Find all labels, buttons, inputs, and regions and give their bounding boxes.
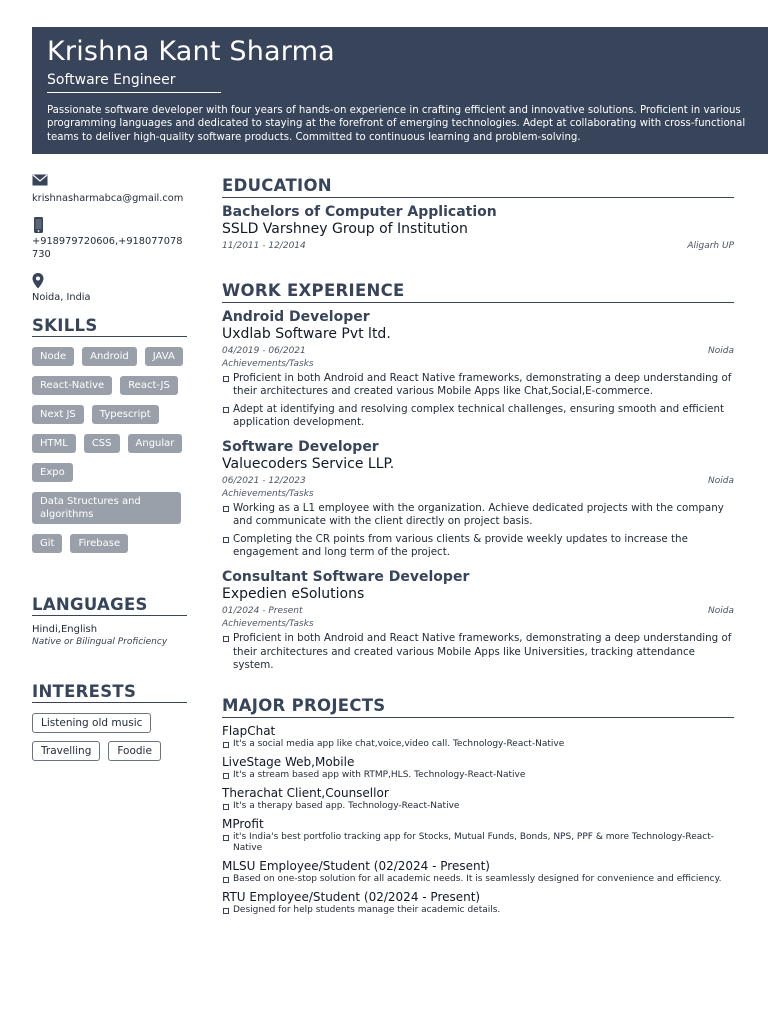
interest-chip: Foodie	[108, 741, 161, 761]
skill-chip: Node	[32, 347, 74, 366]
phone-icon	[32, 217, 187, 232]
job-bullets	[222, 372, 734, 429]
job-location: Noida	[708, 476, 734, 487]
job-bullet: Proficient in both Android and React Native frameworks, demonstrating a deep understanding of their architectures and created various Mobile Apps like Chat,Social,E-commerce.	[222, 372, 734, 399]
achievements-label: Achievements/Tasks	[222, 359, 314, 369]
project-desc: Based on one-stop solution for all academic needs. It is seamlessly designed for convenience and efficiency.	[222, 874, 734, 885]
project-desc: it's India's best portfolio tracking app for Stocks, Mutual Funds, Bonds, NPS, PPF & more Technology-React-Native	[222, 832, 734, 854]
contact-phone	[32, 217, 187, 261]
contact-location	[32, 273, 187, 304]
person-name: Krishna Kant Sharma	[47, 36, 335, 67]
project-title: RTU Employee/Student (02/2024 - Present)	[222, 890, 481, 905]
project-desc: Designed for help students manage their academic details.	[222, 905, 734, 916]
skill-chip: HTML	[32, 434, 76, 453]
job-meta	[222, 346, 734, 356]
job-role: Android Developer	[222, 309, 370, 325]
job-entry	[222, 309, 734, 429]
right-column	[222, 176, 734, 921]
project-title: LiveStage Web,Mobile	[222, 755, 355, 770]
skill-chip: Android	[82, 347, 137, 366]
projects-heading: MAJOR PROJECTS	[222, 696, 734, 718]
job-bullets	[222, 502, 734, 559]
project-item	[222, 859, 734, 885]
skill-chip: Angular	[128, 434, 183, 453]
interest-chip: Listening old music	[32, 713, 151, 733]
project-item	[222, 890, 734, 916]
project-desc: It's a stream based app with RTMP,HLS. Technology-React-Native	[222, 770, 734, 781]
job-bullet: Working as a L1 employee with the organization. Achieve dedicated projects with the company and communicate with the client directly on project basis.	[222, 502, 734, 529]
skill-chip: React-JS	[120, 376, 178, 395]
skills-list	[32, 347, 187, 553]
profile-summary: Passionate software developer with four years of hands-on experience in crafting efficient and innovative solutions. Proficient in various programming languages and dedicated to staying at the forefront of emerging technologies. Adept at collaborating with cross-functional teams to deliver high-quality software products. Committed to continuous learning and problem-solving.	[47, 105, 746, 143]
contact-email	[32, 174, 187, 205]
job-role: Software Developer	[222, 439, 379, 456]
languages-heading: LANGUAGES	[32, 595, 187, 616]
skill-chip: Typescript	[92, 405, 159, 424]
job-bullet: Completing the CR points from various clients & provide weekly updates to increase the engagement and long term of the project.	[222, 533, 734, 560]
interests-list	[32, 713, 187, 761]
job-meta	[222, 606, 734, 616]
project-title: Therachat Client,Counsellor	[222, 786, 389, 801]
resume-header	[32, 27, 768, 154]
education-location: Aligarh UP	[687, 241, 734, 251]
work-heading: WORK EXPERIENCE	[222, 281, 734, 303]
phone-value: +918979720606,+918077078730	[32, 236, 183, 260]
location-pin-icon	[32, 273, 187, 288]
project-desc: It's a social media app like chat,voice,video call. Technology-React-Native	[222, 739, 734, 750]
email-value[interactable]: krishnasharmabca@gmail.com	[32, 193, 184, 204]
project-title: FlapChat	[222, 724, 276, 739]
job-role: Consultant Software Developer	[222, 569, 470, 586]
job-dates: 06/2021 - 12/2023	[222, 476, 306, 487]
job-entry	[222, 439, 734, 559]
project-title: MLSU Employee/Student (02/2024 - Present)	[222, 859, 490, 874]
skill-chip: Firebase	[70, 534, 128, 553]
project-item	[222, 755, 734, 781]
job-bullet: Adept at identifying and resolving complex technical challenges, ensuring smooth and efficient application development.	[222, 403, 734, 430]
skill-chip: Expo	[32, 463, 73, 482]
degree-title: Bachelors of Computer Application	[222, 204, 497, 220]
project-item	[222, 724, 734, 750]
interest-chip: Travelling	[32, 741, 100, 761]
project-desc: It's a therapy based app. Technology-React-Native	[222, 801, 734, 812]
job-location: Noida	[708, 346, 734, 356]
education-dates: 11/2011 - 12/2014	[222, 241, 306, 251]
project-item	[222, 786, 734, 812]
job-company: Uxdlab Software Pvt ltd.	[222, 326, 391, 342]
skill-chip: Git	[32, 534, 62, 553]
education-heading: EDUCATION	[222, 176, 734, 198]
projects-list	[222, 724, 734, 916]
school-name: SSLD Varshney Group of Institution	[222, 221, 468, 237]
job-location: Noida	[708, 606, 734, 617]
job-dates: 01/2024 - Present	[222, 606, 303, 617]
project-title: MProfit	[222, 817, 264, 832]
job-bullet: Proficient in both Android and React Native frameworks, demonstrating a deep understanding of their architectures and created various Mobile Apps like Universities, tracking attendance system.	[222, 632, 734, 672]
job-dates: 04/2019 - 06/2021	[222, 346, 306, 356]
achievements-label: Achievements/Tasks	[222, 489, 314, 500]
skill-chip: Next JS	[32, 405, 84, 424]
education-meta	[222, 241, 734, 251]
job-company: Expedien eSolutions	[222, 586, 365, 603]
mail-icon	[32, 174, 187, 189]
skills-heading: SKILLS	[32, 316, 187, 337]
left-column	[32, 174, 187, 761]
interests-heading: INTERESTS	[32, 682, 187, 703]
achievements-label: Achievements/Tasks	[222, 619, 314, 630]
skill-chip: JAVA	[145, 347, 183, 366]
language-level: Native or Bilingual Proficiency	[32, 637, 168, 647]
language-name: Hindi,English	[32, 624, 98, 635]
job-meta	[222, 476, 734, 486]
skill-chip: CSS	[84, 434, 120, 453]
project-item	[222, 817, 734, 854]
job-company: Valuecoders Service LLP.	[222, 456, 395, 473]
job-entry	[222, 569, 734, 672]
job-bullets	[222, 632, 734, 672]
skill-chip: Data Structures and algorithms	[32, 492, 181, 524]
skill-chip: React-Native	[32, 376, 112, 395]
job-title: Software Engineer	[47, 71, 221, 93]
location-value: Noida, India	[32, 292, 91, 303]
